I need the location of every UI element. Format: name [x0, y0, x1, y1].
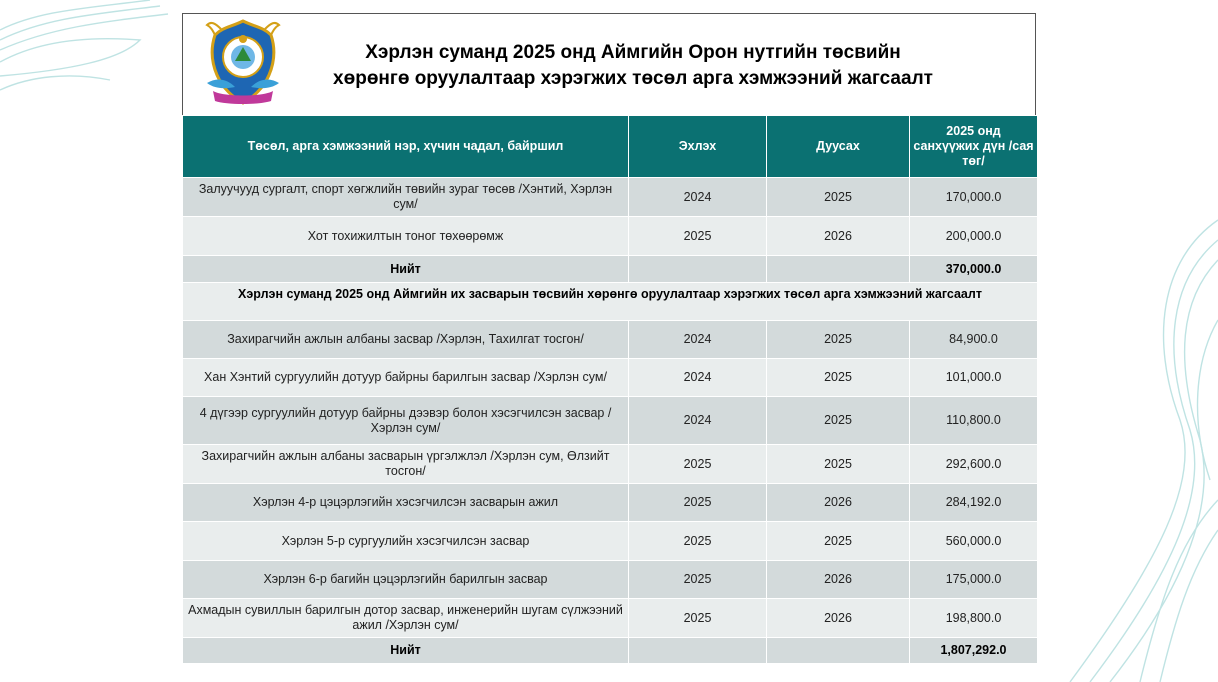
- section-title-row: [183, 283, 1038, 321]
- cell-project-name: Захирагчийн ажлын албаны засвар /Хэрлэн, Тахилгат тосгон/: [183, 321, 629, 359]
- cell-project-name: Хэрлэн 6-р багийн цэцэрлэгийн барилгын засвар: [183, 561, 629, 599]
- decorative-lines-top-left: [0, 0, 170, 140]
- cell-start: 2025: [629, 445, 767, 484]
- header-start: Эхлэх: [629, 116, 767, 178]
- table-row: [183, 178, 1038, 217]
- cell-amount: 284,192.0: [910, 484, 1038, 522]
- cell-amount: 560,000.0: [910, 522, 1038, 561]
- cell-empty: [767, 638, 910, 664]
- cell-project-name: Ахмадын сувиллын барилгын дотор засвар, инженерийн шугам сүлжээний ажил /Хэрлэн сум/: [183, 599, 629, 638]
- cell-project-name: Захирагчийн ажлын албаны засварын үргэлжлэл /Хэрлэн сум, Өлзийт тосгон/: [183, 445, 629, 484]
- header-end: Дуусах: [767, 116, 910, 178]
- total-label: Нийт: [183, 256, 629, 283]
- cell-end: 2025: [767, 321, 910, 359]
- cell-project-name: Залуучууд сургалт, спорт хөгжлийн төвийн зураг төсөв /Хэнтий, Хэрлэн сум/: [183, 178, 629, 217]
- cell-project-name: 4 дүгээр сургуулийн дотуур байрны дээвэр болон хэсэгчилсэн засвар /Хэрлэн сум/: [183, 397, 629, 445]
- cell-end: 2025: [767, 522, 910, 561]
- projects-table: [182, 115, 1038, 664]
- cell-end: 2026: [767, 484, 910, 522]
- cell-start: 2025: [629, 522, 767, 561]
- cell-amount: 101,000.0: [910, 359, 1038, 397]
- title-line-1: Хэрлэн суманд 2025 онд Аймгийн Орон нутгийн төсвийн: [365, 42, 901, 63]
- cell-amount: 84,900.0: [910, 321, 1038, 359]
- cell-amount: 170,000.0: [910, 178, 1038, 217]
- cell-project-name: Хэрлэн 5-р сургуулийн хэсэгчилсэн засвар: [183, 522, 629, 561]
- cell-start: 2024: [629, 321, 767, 359]
- cell-start: 2024: [629, 178, 767, 217]
- cell-empty: [629, 256, 767, 283]
- header-amount: 2025 онд санхүүжих дүн /сая төг/: [910, 116, 1038, 178]
- total-amount: 1,807,292.0: [910, 638, 1038, 664]
- header-box: [182, 13, 1036, 115]
- total-row: [183, 638, 1038, 664]
- table-row: [183, 359, 1038, 397]
- section-title: Хэрлэн суманд 2025 онд Аймгийн их засварын төсвийн хөрөнгө оруулалтаар хэрэгжих төсөл арга хэмжээний жагсаалт: [183, 283, 1038, 321]
- cell-project-name: Хот тохижилтын тоног төхөөрөмж: [183, 217, 629, 256]
- cell-amount: 292,600.0: [910, 445, 1038, 484]
- header-project-name: Төсөл, арга хэмжээний нэр, хүчин чадал, байршил: [183, 116, 629, 178]
- cell-end: 2025: [767, 445, 910, 484]
- cell-amount: 175,000.0: [910, 561, 1038, 599]
- cell-start: 2024: [629, 397, 767, 445]
- table-header-row: [183, 116, 1038, 178]
- table-row: [183, 561, 1038, 599]
- cell-end: 2026: [767, 599, 910, 638]
- cell-start: 2025: [629, 599, 767, 638]
- cell-start: 2025: [629, 561, 767, 599]
- cell-empty: [767, 256, 910, 283]
- cell-amount: 198,800.0: [910, 599, 1038, 638]
- total-label: Нийт: [183, 638, 629, 664]
- cell-empty: [629, 638, 767, 664]
- table-row: [183, 599, 1038, 638]
- total-amount: 370,000.0: [910, 256, 1038, 283]
- table-row: [183, 217, 1038, 256]
- cell-start: 2024: [629, 359, 767, 397]
- table-row: [183, 484, 1038, 522]
- cell-end: 2026: [767, 217, 910, 256]
- cell-end: 2025: [767, 359, 910, 397]
- cell-end: 2026: [767, 561, 910, 599]
- table-row: [183, 445, 1038, 484]
- decorative-lines-bottom-right: [1010, 200, 1218, 682]
- cell-amount: 110,800.0: [910, 397, 1038, 445]
- cell-end: 2025: [767, 178, 910, 217]
- cell-start: 2025: [629, 217, 767, 256]
- cell-amount: 200,000.0: [910, 217, 1038, 256]
- cell-end: 2025: [767, 397, 910, 445]
- cell-project-name: Хэрлэн 4-р цэцэрлэгийн хэсэгчилсэн засварын ажил: [183, 484, 629, 522]
- cell-start: 2025: [629, 484, 767, 522]
- province-emblem-icon: [201, 17, 285, 109]
- total-row: [183, 256, 1038, 283]
- title-line-2: хөрөнгө оруулалтаар хэрэгжих төсөл арга хэмжээний жагсаалт: [333, 68, 933, 89]
- page-title: [278, 40, 988, 92]
- cell-project-name: Хан Хэнтий сургуулийн дотуур байрны барилгын засвар /Хэрлэн сум/: [183, 359, 629, 397]
- table-row: [183, 321, 1038, 359]
- table-row: [183, 397, 1038, 445]
- table-row: [183, 522, 1038, 561]
